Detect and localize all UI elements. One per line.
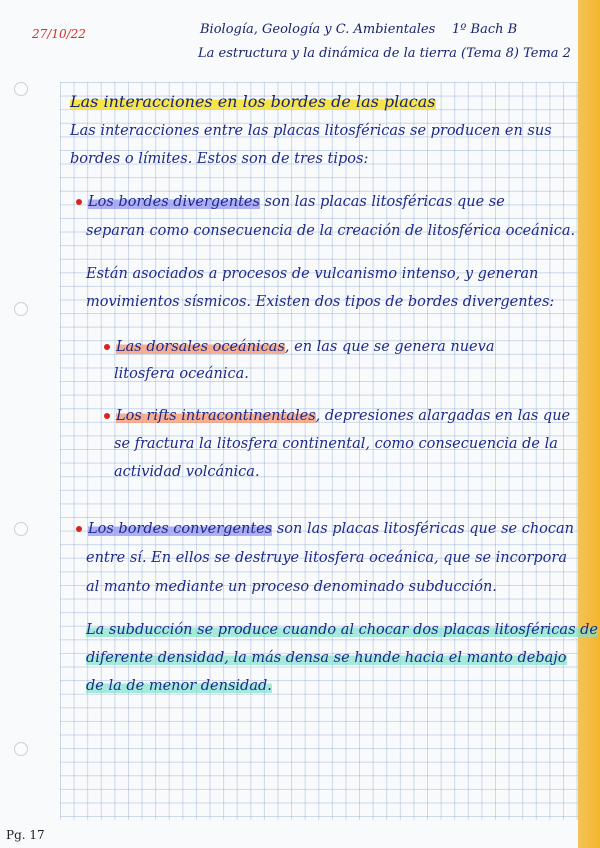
rifts-line: se fractura la litosfera continental, como consecuencia de la: [114, 436, 558, 452]
bottom-area: [0, 820, 578, 848]
bullet-icon: [76, 526, 82, 532]
convergentes-line: entre sí. En ellos se destruye litosfera oceánica, que se incorpora: [86, 550, 567, 566]
course: 1º Bach B: [452, 22, 518, 37]
divergentes-term: Los bordes divergentes: [88, 194, 260, 210]
dorsales-line: Las dorsales oceánicas, en las que se genera nueva: [104, 339, 494, 355]
dorsales-term: Las dorsales oceánicas: [116, 339, 285, 355]
rifts-line: Los rifts intracontinentales, depresiones alargadas en las que: [104, 408, 570, 424]
dorsales-line: litosfera oceánica.: [114, 366, 249, 382]
header-area: [0, 0, 578, 82]
page-title: [70, 92, 436, 111]
page-number: Pg. 17: [6, 828, 45, 842]
convergentes-term: Los bordes convergentes: [88, 521, 273, 537]
left-margin: [0, 0, 60, 848]
divergentes-line: Están asociados a procesos de vulcanismo intenso, y generan: [86, 266, 539, 282]
punch-hole: [14, 302, 28, 316]
convergentes-line: al manto mediante un proceso denominado subducción.: [86, 579, 497, 595]
subduccion-line: diferente densidad, la más densa se hunde hacia el manto debajo: [86, 650, 567, 666]
topic: La estructura y la dinámica de la tierra (Tema 8) Tema 2: [198, 46, 571, 61]
subduccion-line: La subducción se produce cuando al chocar dos placas litosféricas de: [86, 622, 598, 638]
bullet-icon: [76, 199, 82, 205]
yellow-margin-strip: [578, 0, 600, 848]
rifts-line: actividad volcánica.: [114, 464, 260, 480]
subduccion-line: de la de menor densidad.: [86, 678, 272, 694]
bullet-icon: [104, 344, 110, 350]
date: 27/10/22: [32, 27, 86, 41]
convergentes-line: Los bordes convergentes son las placas litosféricas que se chocan: [76, 521, 574, 537]
bullet-icon: [104, 413, 110, 419]
divergentes-line: separan como consecuencia de la creación de litosférica oceánica.: [86, 223, 576, 239]
intro-line: bordes o límites. Estos son de tres tipos:: [70, 151, 369, 167]
punch-hole: [14, 522, 28, 536]
punch-hole: [14, 742, 28, 756]
intro-line: Las interacciones entre las placas litosféricas se producen en sus: [70, 123, 552, 139]
divergentes-line: Los bordes divergentes son las placas litosféricas que se: [76, 194, 505, 210]
rifts-term: Los rifts intracontinentales: [116, 408, 316, 424]
title-text: Las interacciones en los bordes de las placas: [70, 92, 436, 111]
divergentes-line: movimientos sísmicos. Existen dos tipos de bordes divergentes:: [86, 294, 555, 310]
punch-hole: [14, 82, 28, 96]
subject: Biología, Geología y C. Ambientales: [200, 22, 436, 37]
